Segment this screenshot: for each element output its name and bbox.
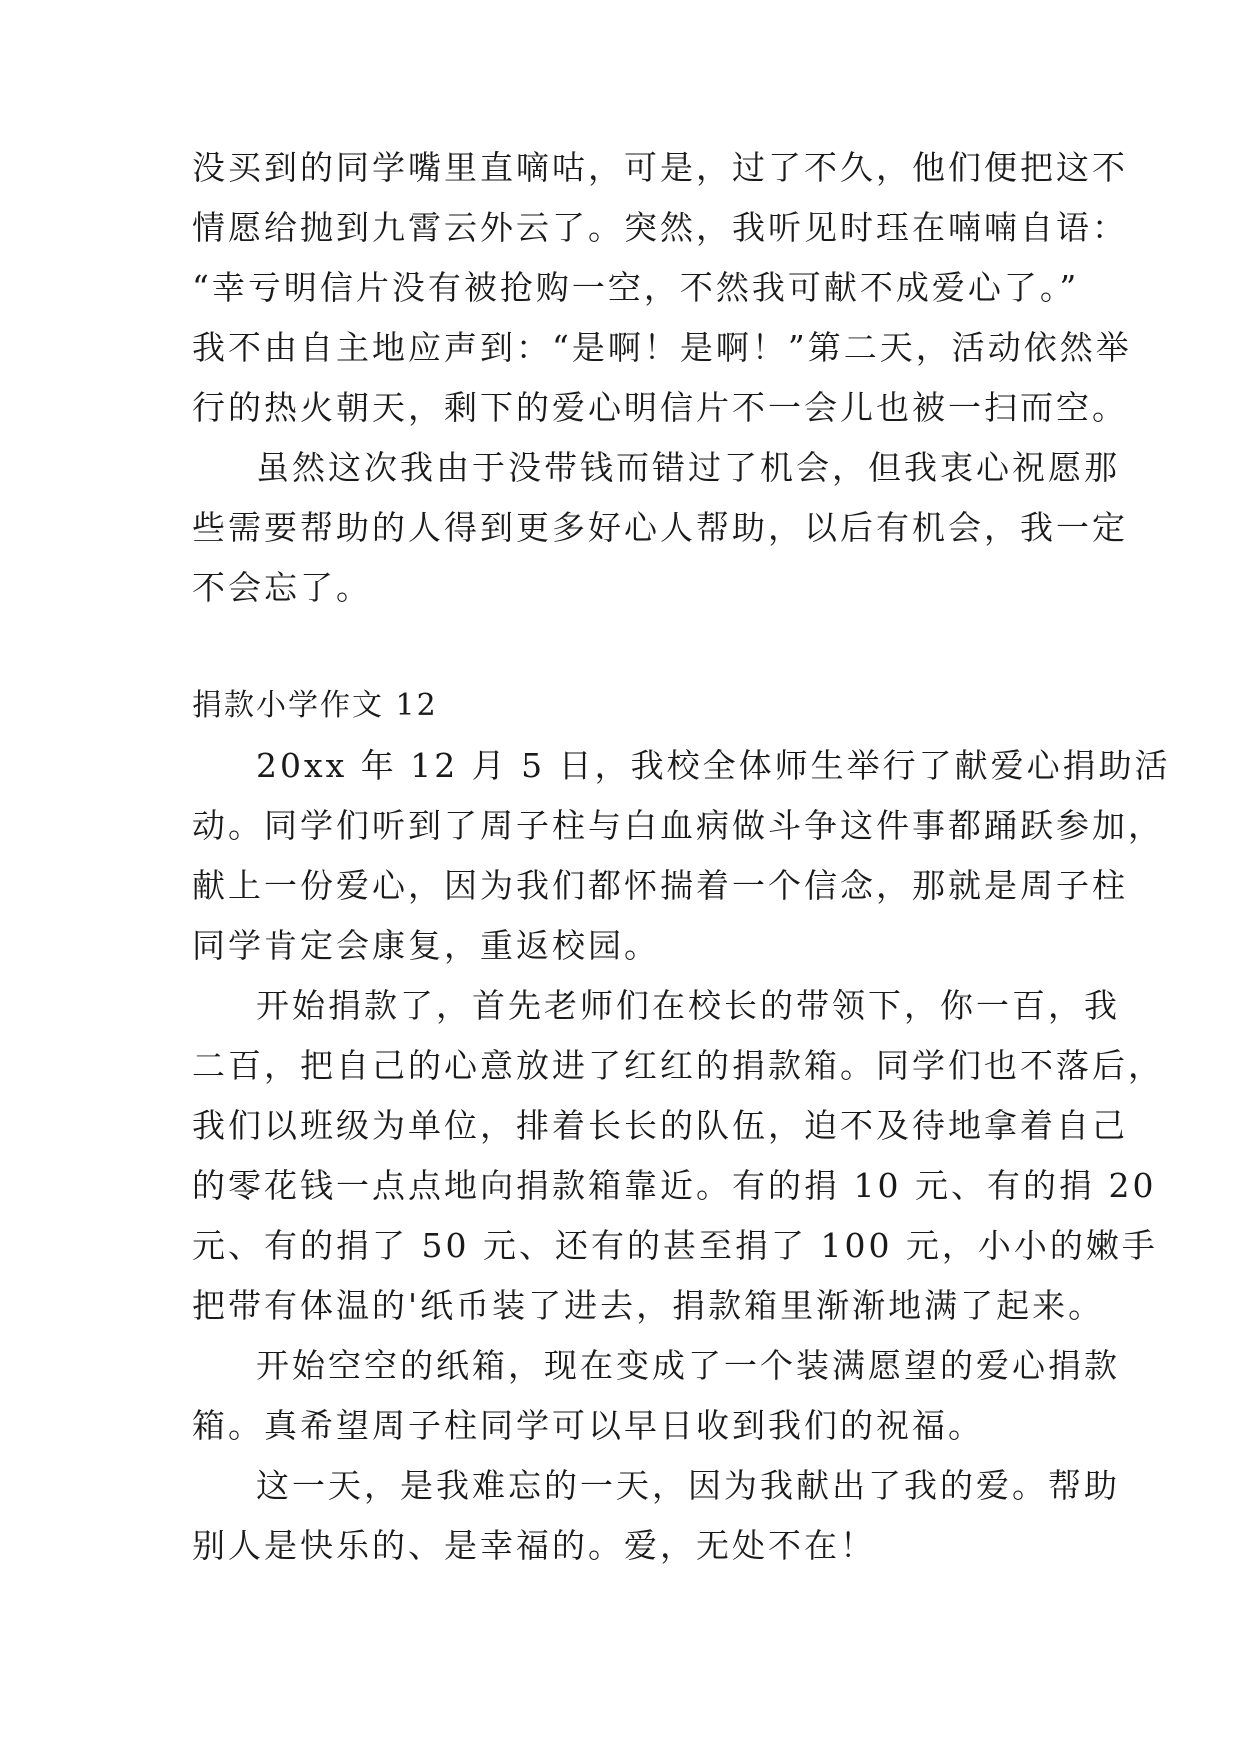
- text-line: 没买到的同学嘴里直嘀咕，可是，过了不久，他们便把这不: [192, 148, 1128, 187]
- paragraph-first-line: 20xx 年 12 月 5 日，我校全体师生举行了献爱心捐助活: [256, 746, 1171, 785]
- text-line: 我们以班级为单位，排着长长的队伍，迫不及待地拿着自己: [192, 1106, 1128, 1145]
- text-line: 献上一份爱心，因为我们都怀揣着一个信念，那就是周子柱: [192, 866, 1128, 905]
- text-line: 不会忘了。: [192, 568, 372, 607]
- text-line: 我不由自主地应声到：“是啊！是啊！”第二天，活动依然举: [192, 328, 1132, 367]
- paragraph-first-line: 这一天，是我难忘的一天，因为我献出了我的爱。帮助: [256, 1466, 1120, 1505]
- text-line: 二百，把自己的心意放进了红红的捐款箱。同学们也不落后，: [192, 1046, 1164, 1085]
- text-line: “幸亏明信片没有被抢购一空，不然我可献不成爱心了。”: [192, 268, 1080, 307]
- text-line: 情愿给抛到九霄云外云了。突然，我听见时珏在喃喃自语：: [192, 208, 1128, 247]
- text-line: 箱。真希望周子柱同学可以早日收到我们的祝福。: [192, 1406, 984, 1445]
- paragraph-first-line: 开始空空的纸箱，现在变成了一个装满愿望的爱心捐款: [256, 1346, 1120, 1385]
- text-line: 别人是快乐的、是幸福的。爱，无处不在！: [192, 1526, 876, 1565]
- text-line: 把带有体温的'纸币装了进去，捐款箱里渐渐地满了起来。: [192, 1286, 1105, 1325]
- paragraph-first-line: 虽然这次我由于没带钱而错过了机会，但我衷心祝愿那: [256, 448, 1120, 487]
- paragraph-first-line: 开始捐款了，首先老师们在校长的带领下，你一百，我: [256, 986, 1120, 1025]
- text-line: 些需要帮助的人得到更多好心人帮助，以后有机会，我一定: [192, 508, 1128, 547]
- text-line: 元、有的捐了 50 元、还有的甚至捐了 100 元，小小的嫩手: [192, 1226, 1158, 1265]
- text-line: 的零花钱一点点地向捐款箱靠近。有的捐 10 元、有的捐 20: [192, 1166, 1157, 1205]
- text-line: 行的热火朝天，剩下的爱心明信片不一会儿也被一扫而空。: [192, 388, 1128, 427]
- section-heading: 捐款小学作文 12: [192, 688, 438, 723]
- text-line: 同学肯定会康复，重返校园。: [192, 926, 660, 965]
- text-line: 动。同学们听到了周子柱与白血病做斗争这件事都踊跃参加，: [192, 806, 1164, 845]
